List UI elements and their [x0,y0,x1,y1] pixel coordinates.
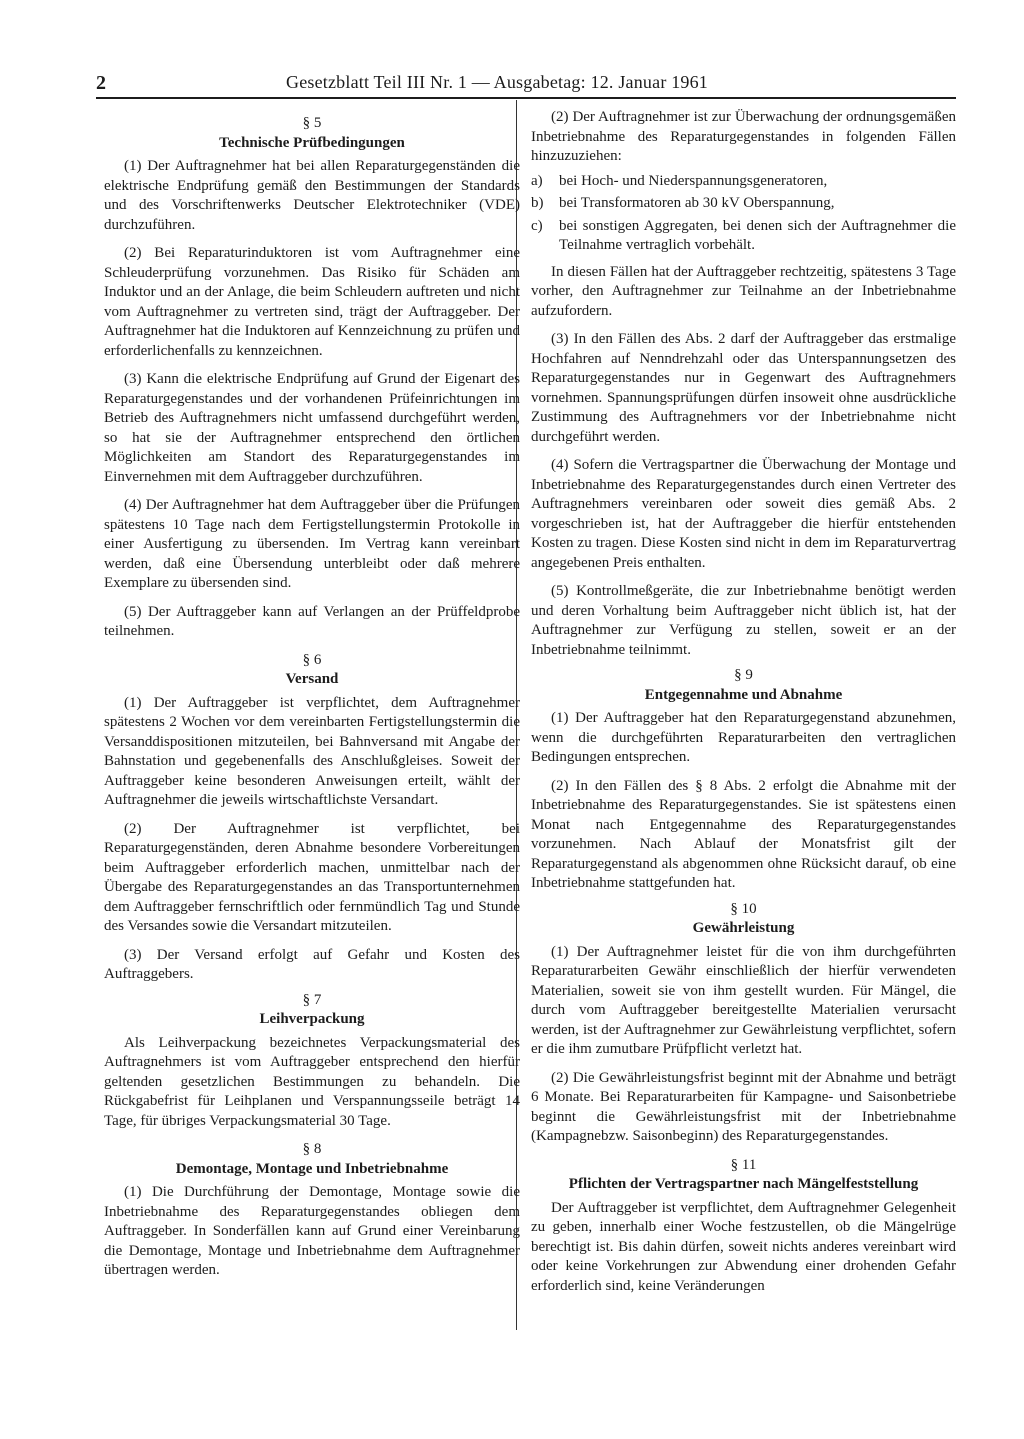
section-8-continued [531,108,956,660]
list-label: c) [531,217,543,234]
list-text: bei sonstigen Aggregaten, bei denen sich der Auftragnehmer die Teilnahme vertraglich vorbehält. [559,217,956,253]
section-title: Technische Prüfbedingungen [219,134,405,151]
list-label: b) [531,195,544,211]
section-title: Leihverpackung [259,1011,365,1027]
running-title: Gesetzblatt Teil III Nr. 1 — Ausgabetag: 12. Januar 1961 [286,72,709,92]
paragraph: (3) Kann die elektrische Endprüfung auf Grund der Eigenart des Reparaturgegenstandes und der vorhandenen Prüfeinrichtungen im Betrieb des Auftragnehmers nicht umfassend durchgeführt werden, so hat sie der Auftragnehmer entsprechend den örtlichen Möglichkeiten am Standort des Reparaturgegenstandes im Einvernehmen mit dem Auftraggeber durchzuführen. [104,371,520,485]
section-number: § 7 [302,991,322,1008]
paragraph: (4) Sofern die Vertragspartner die Überwachung der Montage und Inbetriebnahme des Reparaturgegenstandes durch einen Vertreter des Auftragnehmers vereinbaren oder soweit dies gemäß Abs. 2 vorgeschrieben ist, hat der Auftraggeber die hierfür entstehenden Kosten zu tragen. Diese Kosten sind nicht in dem im Reparaturvertrag angegebenen Preis enthalten. [531,457,956,571]
section-title: Entgegennahme und Abnahme [644,686,843,703]
section-7 [104,991,520,1132]
section-number: § 5 [302,115,322,131]
section-8 [104,1140,520,1281]
paragraph: (1) Die Durchführung der Demontage, Montage sowie die Inbetriebnahme des Reparaturgegenstandes obliegen dem Auftraggeber. In Sonderfällen kann auf Grund einer Vereinbarung die Demontage, Montage und Inbetriebnahme dem Auftragnehmer übertragen werden. [104,1184,520,1278]
paragraph: (1) Der Auftraggeber hat den Reparaturgegenstand abzunehmen, wenn die durchgeführten Reparaturarbeiten den vertraglichen Bedingungen entsprechen. [531,710,956,765]
paragraph: (1) Der Auftragnehmer leistet für die von ihm durchgeführten Reparaturarbeiten Gewähr einschließlich der hierfür verwendeten Materialien, soweit sie von ihm gestellt wurden. Für Mängel, die durch vom Auftraggeber bereitgestellte Materialien verursacht werden, ist der Auftragnehmer zur Gewährleistung verpflichtet, sofern er die ihm zumutbare Prüfpflicht verletzt hat. [531,943,956,1057]
section-number: § 10 [730,900,757,917]
paragraph: (1) Der Auftragnehmer hat bei allen Reparaturgegenständen die elektrische Endprüfung gemäß den Bestimmungen der Standards und des Vorschriftenwerks Deutscher Elektrotechniker (VDE) durchzuführen. [104,158,520,233]
paragraph: (2) Die Gewährleistungsfrist beginnt mit der Abnahme und beträgt 6 Monate. Bei Reparaturarbeiten für Kampagne- und Saisonbetriebe beginnt die Gewährleistungsfrist mit der Inbetriebnahme (Kampagnebzw. Saisonbeginn) des Reparaturgegenstandes. [531,1069,956,1144]
section-6 [104,651,520,985]
list-item [531,194,956,214]
section-number: § 8 [302,1141,322,1157]
paragraph: In diesen Fällen hat der Auftraggeber rechtzeitig, spätestens 3 Tage vorher, den Auftragnehmer zur Teilnahme an der Inbetriebnahme aufzufordern. [531,263,956,319]
paragraph: Der Auftraggeber ist verpflichtet, dem Auftragnehmer Gelegenheit zu geben, innerhalb einer Woche festzustellen, ob die Mängelrüge berechtigt ist. Bis dahin dürfen, soweit nichts anderes vereinbart wird oder keine Vorkehrungen zur Abwendung einer drohenden Gefahr erforderlich sind, keine Veränderungen [531,1199,956,1294]
section-title: Pflichten der Vertragspartner nach Mängelfeststellung [568,1176,919,1192]
paragraph: (2) Der Auftragnehmer ist verpflichtet, bei Reparaturgegenständen, deren Abnahme besondere Vorbereitungen beim Auftraggeber erforderlich machen, unmittelbar nach der Übergabe des Reparaturgegenstandes an das Transportunternehmen dem Auftraggeber fernschriftlich oder fernmündlich Tag und Stunde des Versandes sowie die Versandart mitzuteilen. [104,820,520,934]
section-number: § 11 [730,1156,757,1173]
page-header [96,66,956,98]
list-item [531,217,956,256]
section-11 [531,1156,956,1297]
right-column [531,108,956,1305]
paragraph: (2) In den Fällen des § 8 Abs. 2 erfolgt die Abnahme mit der Inbetriebnahme des Reparaturgegenstandes. Sie ist spätestens einen Monat nach Entgegennahme des Reparaturgegenstandes vorzunehmen. Nach Ablauf der Monatsfrist gilt der Reparaturgegenstand als abgenommen ohne Rücksicht darauf, ob eine Inbetriebnahme stattgefunden hat. [531,777,956,891]
paragraph: (5) Der Auftraggeber kann auf Verlangen an der Prüffeldprobe teilnehmen. [104,603,520,639]
section-number: § 6 [302,651,322,668]
page-number: 2 [96,72,106,94]
paragraph: (3) In den Fällen des Abs. 2 darf der Auftraggeber das erstmalige Hochfahren auf Nenndrehzahl oder das Unterspannungsetzen des Reparaturgegenstandes nur in Gegenwart des Auftragnehmers vornehmen. Spannungsprüfungen dürfen insoweit ohne ausdrückliche Zustimmung des Auftragnehmers vor der Inbetriebnahme nicht durchgeführt werden. [531,331,956,445]
list-text: bei Transformatoren ab 30 kV Oberspannung, [559,195,835,211]
list-item [531,172,956,192]
paragraph: Als Leihverpackung bezeichnetes Verpackungsmaterial des Auftragnehmers ist vom Auftraggeber entsprechend den hierfür geltenden gesetzlichen Bestimmungen zu behandeln. Die Rückgabefrist für Leihplanen und Verspannungsseile beträgt 14 Tage, für übriges Verpackungsmaterial 30 Tage. [104,1034,520,1129]
paragraph: (4) Der Auftragnehmer hat dem Auftraggeber über die Prüfungen spätestens 10 Tage nach dem Fertigstellungstermin Protokolle in einer Ausfertigung zu übersenden. Im Vertrag kann vereinbart werden, daß eine Übersendung unterbleibt oder daß mehrere Exemplare zu übersenden sind. [104,497,520,591]
paragraph: (1) Der Auftraggeber ist verpflichtet, dem Auftragnehmer spätestens 2 Wochen vor dem vereinbarten Fertigstellungstermin die Versanddispositionen mitzuteilen, bei Bahnversand mit Angabe der Bahnstation und gegebenenfalls des Anschlußgleises. Soweit der Auftraggeber keine besonderen Anweisungen erteilt, wählt der Auftragnehmer die jeweils wirtschaftlichste Versandart. [104,694,520,808]
list-text: bei Hoch- und Niederspannungsgeneratoren, [559,172,828,189]
header-rule [96,97,956,99]
section-number: § 9 [734,667,753,683]
section-title: Demontage, Montage und Inbetriebnahme [175,1160,449,1177]
paragraph: (2) Der Auftragnehmer ist zur Überwachung der ordnungsgemäßen Inbetriebnahme des Reparaturgegenstandes in folgenden Fällen hinzuzuziehen: [531,109,956,164]
section-title: Gewährleistung [692,920,795,936]
section-10 [531,900,956,1147]
enumerated-list [531,172,956,256]
section-title: Versand [285,671,339,687]
paragraph: (5) Kontrollmeßgeräte, die zur Inbetriebnahme benötigt werden und deren Vorhaltung beim Auftraggeber nicht üblich ist, hat der Auftragnehmer zur Verfügung zu stellen, soweit er an der Inbetriebnahme teilnimmt. [531,583,956,658]
paragraph: (2) Bei Reparaturinduktoren ist vom Auftragnehmer eine Schleuderprüfung vorzunehmen. Das Risiko für Schäden am Induktor und an der Anlage, die beim Schleudern auftreten und nicht vom Auftragnehmer zu vertreten sind, trägt der Auftraggeber. Der Auftragnehmer hat die Induktoren auf Kennzeichnung zu prüfen und erforderlichenfalls zu kennzeichnen. [104,245,520,359]
section-5 [104,114,520,642]
left-column [104,108,520,1290]
list-label: a) [531,172,543,189]
paragraph: (3) Der Versand erfolgt auf Gefahr und Kosten des Auftraggebers. [104,946,520,982]
section-9 [531,666,956,894]
